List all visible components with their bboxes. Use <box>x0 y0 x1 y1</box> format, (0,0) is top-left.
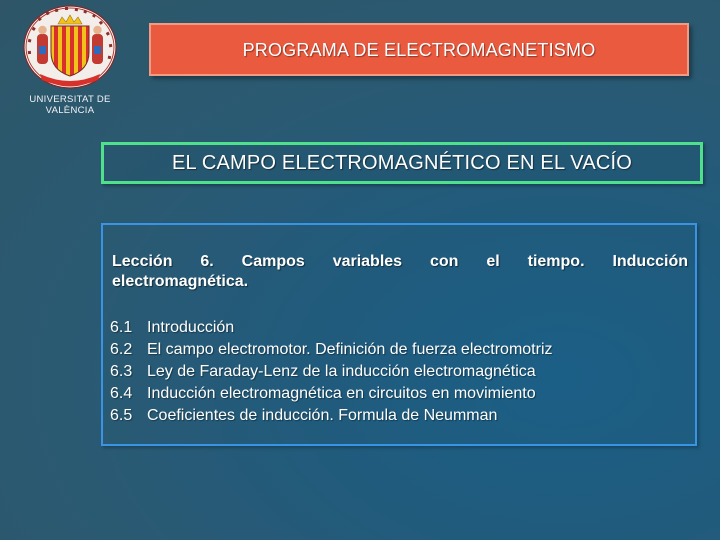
topic-item <box>110 317 690 339</box>
program-title: PROGRAMA DE ELECTROMAGNETISMO <box>242 39 596 60</box>
topic-item <box>110 405 690 427</box>
topic-item <box>110 383 690 405</box>
topic-list <box>110 317 690 427</box>
topic-text: El campo electromotor. Definición de fuerza electromotriz <box>147 341 553 358</box>
university-name-line1: UNIVERSITAT DE <box>29 94 111 105</box>
topic-number: 6.2 <box>110 341 133 358</box>
lesson-content-box <box>101 223 697 446</box>
program-header <box>149 23 689 76</box>
topic-text: Coeficientes de inducción. Formula de Neumman <box>147 407 498 424</box>
topic-item <box>110 361 690 383</box>
topic-number: 6.3 <box>110 363 133 380</box>
lesson-title-line1: Lección 6. Campos variables con el tiempo. Inducción <box>112 253 688 270</box>
unit-title-box <box>101 142 703 184</box>
topic-text: Ley de Faraday-Lenz de la inducción electromagnética <box>147 363 536 380</box>
topic-number: 6.5 <box>110 407 133 424</box>
topic-number: 6.4 <box>110 385 133 402</box>
lesson-title-line2: electromagnética. <box>112 273 249 290</box>
topic-text: Inducción electromagnética en circuitos en movimiento <box>147 385 536 402</box>
topic-text: Introducción <box>147 319 235 336</box>
topic-item <box>110 339 690 361</box>
topic-number: 6.1 <box>110 319 133 336</box>
unit-title: EL CAMPO ELECTROMAGNÉTICO EN EL VACÍO <box>171 151 633 174</box>
university-seal-logo <box>22 4 118 90</box>
university-name <box>20 94 120 116</box>
university-name-line2: VALÈNCIA <box>45 105 95 116</box>
